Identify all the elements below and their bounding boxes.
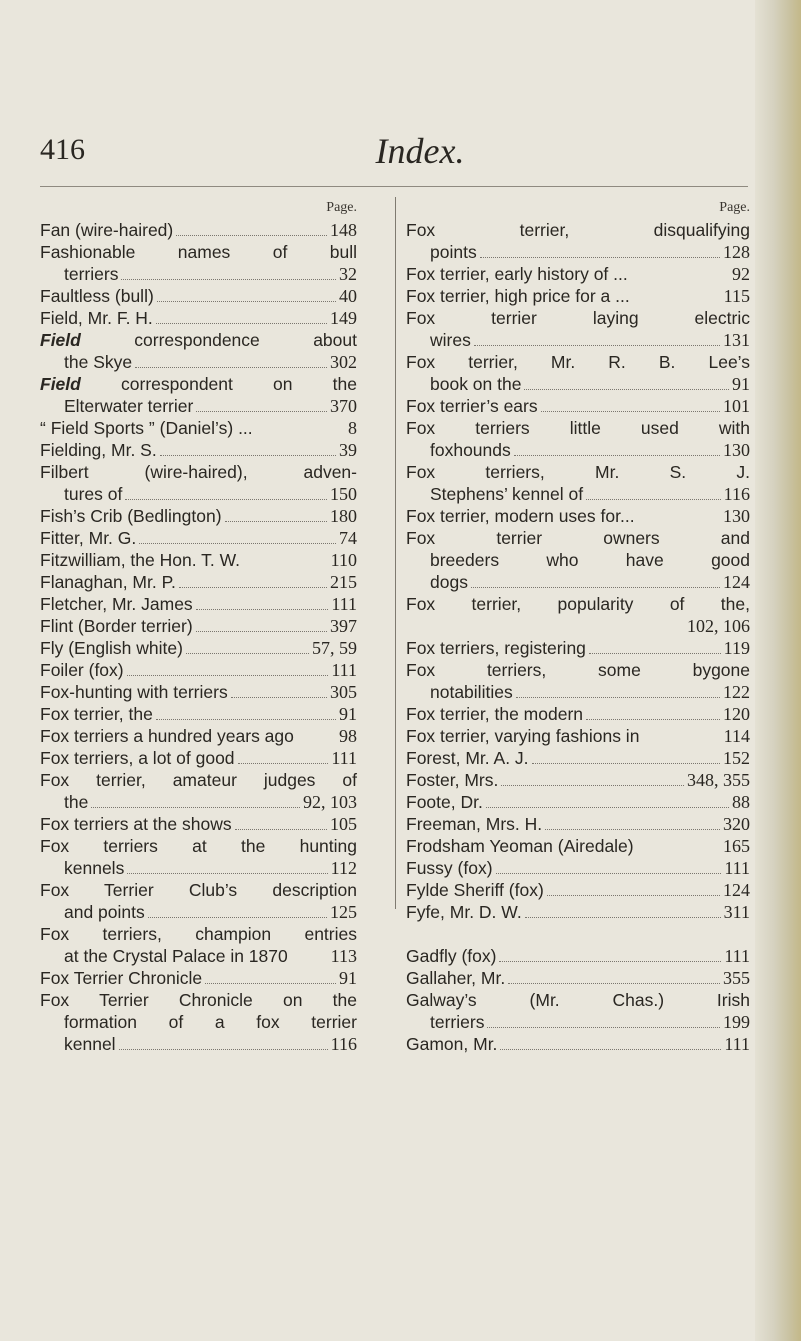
page-reference: 111 [331,748,357,768]
index-entry-line [406,307,750,329]
page-reference: 124 [723,880,750,900]
dot-leader [500,1049,721,1050]
entry-text: Fox terrier, popularity of the, [406,594,750,614]
page-reference: 150 [330,484,357,504]
index-entry-line [40,637,357,659]
dot-leader [586,719,720,720]
page-reference: 120 [723,704,750,724]
index-entry-line [40,791,357,813]
index-entry-line [406,549,750,571]
page-reference: 397 [330,616,357,636]
dot-leader [545,829,720,830]
entry-text: Foster, Mrs. [406,770,499,790]
entry-text: the [64,792,89,812]
dot-leader [496,873,722,874]
dot-leader [157,301,336,302]
entry-text: Fox terrier, amateur judges of [40,770,357,790]
entry-text: Fashionable names of bull [40,242,357,262]
entry-text: Fox Terrier Chronicle on the [40,990,357,1010]
page-reference: 131 [723,330,750,350]
entry-text: Fox terriers at the shows [40,814,232,834]
entry-text: Fox terrier, high price for a ... [406,286,630,306]
entry-text: Fox terriers, champion entries [40,924,357,944]
entry-text: Fox terriers a hundred years ago [40,726,294,746]
entry-text: Freeman, Mrs. H. [406,814,543,834]
page-reference: 111 [331,594,357,614]
index-entry-line [40,1033,357,1055]
index-entry-line [406,769,750,791]
index-entry-line [40,373,357,395]
entry-text: formation of a fox terrier [64,1012,357,1032]
index-entry-line [40,813,357,835]
entry-text: Fox terrier, modern uses for... [406,506,635,526]
index-entry-line [406,945,750,967]
entry-text: Fylde Sheriff (fox) [406,880,544,900]
dot-leader [176,235,327,236]
index-entry-line [40,351,357,373]
index-entry-line [40,725,357,747]
page-reference: 215 [330,572,357,592]
index-entry-line [406,241,750,263]
index-entry-line [40,923,357,945]
entry-text: Fish’s Crib (Bedlington) [40,506,222,526]
header-rule [40,186,748,187]
entry-text: “ Field Sports ” (Daniel’s) ... [40,418,253,438]
index-entry-line [40,681,357,703]
index-entry-line [40,329,357,351]
index-entry-line [40,395,357,417]
entry-text: Gamon, Mr. [406,1034,498,1054]
index-entry-line [406,747,750,769]
dot-leader [589,653,721,654]
page-reference: 125 [330,902,357,922]
index-entry-line [406,593,750,615]
entry-text: Fyfe, Mr. D. W. [406,902,522,922]
dot-leader [121,279,336,280]
page-reference: 355 [723,968,750,988]
index-entry-line [406,725,750,747]
page-reference: 311 [723,902,750,922]
index-entry-line [40,307,357,329]
dot-leader [196,631,327,632]
index-entry-line [40,857,357,879]
index-entry-line [40,439,357,461]
dot-leader [471,587,720,588]
dot-leader [547,895,720,896]
entry-text: Frodsham Yeoman (Airedale) [406,836,634,856]
page-reference: 113 [330,946,357,966]
dot-leader [235,829,327,830]
entry-text: correspondence about [80,330,357,350]
page-reference: 348, 355 [687,770,750,790]
index-entry-line [40,967,357,989]
index-entry-line [406,703,750,725]
page-reference: 128 [723,242,750,262]
index-entry-line [40,483,357,505]
dot-leader [179,587,327,588]
index-entry-line [406,615,750,637]
entry-text: Fox terriers at the hunting [40,836,357,856]
entry-text: Fox terrier, varying fashions in [406,726,640,746]
entry-text: Fox terrier, the [40,704,153,724]
dot-leader [205,983,336,984]
entry-text: points [430,242,477,262]
dot-leader [119,1049,328,1050]
dot-leader [524,389,729,390]
page-reference: 302 [330,352,357,372]
dot-leader [196,609,329,610]
dot-leader [586,499,721,500]
entry-text: Gadfly (fox) [406,946,497,966]
page-reference: 111 [724,1034,750,1054]
dot-leader [139,543,336,544]
page-heading: Page. [326,200,357,215]
index-entry-line [406,329,750,351]
index-entry-line [406,835,750,857]
entry-text: Fielding, Mr. S. [40,440,157,460]
dot-leader [501,785,684,786]
page-reference: 57, 59 [312,638,357,658]
page-reference: 110 [330,550,357,570]
index-entry-line [406,1011,750,1033]
entry-text: Fox terrier, Mr. R. B. Lee’s [406,352,750,372]
entry-text: at the Crystal Palace in 1870 [64,946,288,966]
index-entry-line [406,439,750,461]
page-reference: 116 [723,484,750,504]
entry-text: Fox terrier, disqualifying [406,220,750,240]
dot-leader [148,917,327,918]
index-entry-line [406,351,750,373]
index-entry-line [406,857,750,879]
page-reference: 92, 103 [303,792,357,812]
page-reference: 111 [724,858,750,878]
page-edge [755,0,801,1341]
page-number: 416 [40,133,85,166]
index-entry-line [406,659,750,681]
page-reference: 370 [330,396,357,416]
entry-text: Fox Terrier Chronicle [40,968,203,988]
entry-text: breeders who have good [430,550,750,570]
page-reference: 88 [732,792,750,812]
index-entry-line [40,945,357,967]
page-reference: 130 [723,506,750,526]
page-reference: 114 [723,726,750,746]
dot-leader [160,455,336,456]
index-entry-line [40,571,357,593]
entry-text: foxhounds [430,440,511,460]
page-reference: 122 [723,682,750,702]
entry-text: tures of [64,484,123,504]
entry-text: Fitzwilliam, the Hon. T. W. [40,550,241,570]
entry-text: dogs [430,572,468,592]
index-entry-line [40,901,357,923]
page-reference: 116 [330,1034,357,1054]
page-reference: 165 [723,836,750,856]
dot-leader [231,697,327,698]
index-entry-line [40,879,357,901]
index-column-left [40,197,357,1055]
entry-text: book on the [430,374,522,394]
running-head: Index. [375,131,465,171]
entry-text: Flint (Border terrier) [40,616,193,636]
index-entry-line [40,219,357,241]
index-entry-line [40,527,357,549]
dot-leader [487,1027,720,1028]
entry-text: Fox terriers, registering [406,638,586,658]
entry-italic-title: Field [40,330,81,350]
index-entry-line [406,571,750,593]
index-entry-line [406,637,750,659]
index-entry-line [406,505,750,527]
page-reference: 152 [723,748,750,768]
index-entry-line [40,505,357,527]
entry-text: Fox Terrier Club’s description [40,880,357,900]
page-reference: 101 [723,396,750,416]
entry-text: Forest, Mr. A. J. [406,748,529,768]
entry-text: Fox terrier owners and [406,528,750,548]
page-reference: 91 [339,704,357,724]
index-entry-line [406,461,750,483]
entry-text: Elterwater terrier [64,396,194,416]
index-entry-line [406,285,750,307]
entry-text: Fox terriers little used with [406,418,750,438]
index-entry-line [406,1033,750,1055]
entry-text: Foote, Dr. [406,792,483,812]
entry-text: notabilities [430,682,513,702]
dot-leader [196,411,327,412]
index-gap [406,923,750,945]
index-entry-line [40,263,357,285]
dot-leader [541,411,720,412]
page-reference: 98 [339,726,357,746]
dot-leader [532,763,720,764]
index-entry-line [40,549,357,571]
index-entry-line [406,989,750,1011]
index-entry-line [406,527,750,549]
index-entry-line [406,373,750,395]
dot-leader [480,257,720,258]
page-reference: 92 [732,264,750,284]
entry-text: Fox-hunting with terriers [40,682,228,702]
index-entry-line [406,483,750,505]
page-reference: 112 [330,858,357,878]
index-entry-line [40,659,357,681]
index-entries [40,219,357,1055]
page-heading: Page. [719,200,750,215]
index-entry-line [406,813,750,835]
page-reference: 105 [330,814,357,834]
entry-text: Fox terrier, early history of ... [406,264,628,284]
entry-text: Field, Mr. F. H. [40,308,153,328]
page-reference: 124 [723,572,750,592]
index-entry-line [40,285,357,307]
dot-leader [156,323,327,324]
index-entries [406,219,750,1055]
entry-text: Fox terrier’s ears [406,396,538,416]
dot-leader [156,719,336,720]
entry-text: Fox terrier laying electric [406,308,750,328]
index-entry-line [406,417,750,439]
dot-leader [508,983,720,984]
index-entry-line [406,219,750,241]
entry-text: Stephens’ kennel of [430,484,584,504]
dot-leader [127,675,329,676]
index-entry-line [406,395,750,417]
dot-leader [127,873,327,874]
dot-leader [91,807,300,808]
page-reference: 91 [732,374,750,394]
page-reference: 119 [723,638,750,658]
index-entry-line [406,879,750,901]
entry-text: Fox terriers, Mr. S. J. [406,462,750,482]
column-divider [395,197,396,909]
page-reference: 130 [723,440,750,460]
page-reference: 74 [339,528,357,548]
entry-text: correspondent on the [80,374,357,394]
page-reference: 199 [723,1012,750,1032]
entry-text: Faultless (bull) [40,286,154,306]
entry-text: kennels [64,858,125,878]
page-reference: 111 [724,946,750,966]
index-entry-line [40,769,357,791]
dot-leader [225,521,327,522]
index-entry-line [40,989,357,1011]
index-entry-line [40,461,357,483]
entry-text: Fox terrier, the modern [406,704,584,724]
page-reference: 111 [331,660,357,680]
index-entry-line [40,703,357,725]
page-reference: 39 [339,440,357,460]
index-column-right [406,197,750,1055]
entry-text: wires [430,330,471,350]
index-entry-line [40,1011,357,1033]
dot-leader [186,653,309,654]
index-entry-line [40,615,357,637]
dot-leader [525,917,721,918]
page-reference: 102, 106 [687,616,750,636]
index-entry-line [406,967,750,989]
index-entry-line [40,835,357,857]
dot-leader [125,499,327,500]
page-reference: 115 [723,286,750,306]
dot-leader [516,697,720,698]
entry-text: Filbert (wire-haired), adven- [40,462,357,482]
dot-leader [135,367,327,368]
page-reference: 149 [330,308,357,328]
entry-text: terriers [430,1012,485,1032]
index-entry-line [406,791,750,813]
page-reference: 32 [339,264,357,284]
dot-leader [499,961,721,962]
entry-text: Foiler (fox) [40,660,124,680]
entry-text: Fly (English white) [40,638,183,658]
entry-text: the Skye [64,352,133,372]
index-entry-line [40,417,357,439]
dot-leader [474,345,720,346]
page-reference: 40 [339,286,357,306]
page-reference: 305 [330,682,357,702]
index-entry-line [40,241,357,263]
page-reference: 180 [330,506,357,526]
index-entry-line [40,747,357,769]
entry-text: Fitter, Mr. G. [40,528,137,548]
page-reference: 91 [339,968,357,988]
entry-text: Fox terriers, a lot of good [40,748,235,768]
page-reference: 148 [330,220,357,240]
page-reference: 8 [348,418,357,438]
entry-text: and points [64,902,145,922]
entry-text: terriers [64,264,119,284]
entry-text: Flanaghan, Mr. P. [40,572,176,592]
entry-text: Fan (wire-haired) [40,220,174,240]
entry-text: Fox terriers, some bygone [406,660,750,680]
dot-leader [514,455,720,456]
dot-leader [238,763,329,764]
entry-italic-title: Field [40,374,81,394]
index-entry-line [406,901,750,923]
page-header [0,0,801,200]
index-entry-line [40,593,357,615]
index-entry-line [406,681,750,703]
entry-text: Fussy (fox) [406,858,493,878]
entry-text: kennel [64,1034,116,1054]
page-reference: 320 [723,814,750,834]
entry-text: Galway’s (Mr. Chas.) Irish [406,990,750,1010]
index-entry-line [406,263,750,285]
entry-text: Fletcher, Mr. James [40,594,193,614]
dot-leader [486,807,729,808]
entry-text: Gallaher, Mr. [406,968,506,988]
